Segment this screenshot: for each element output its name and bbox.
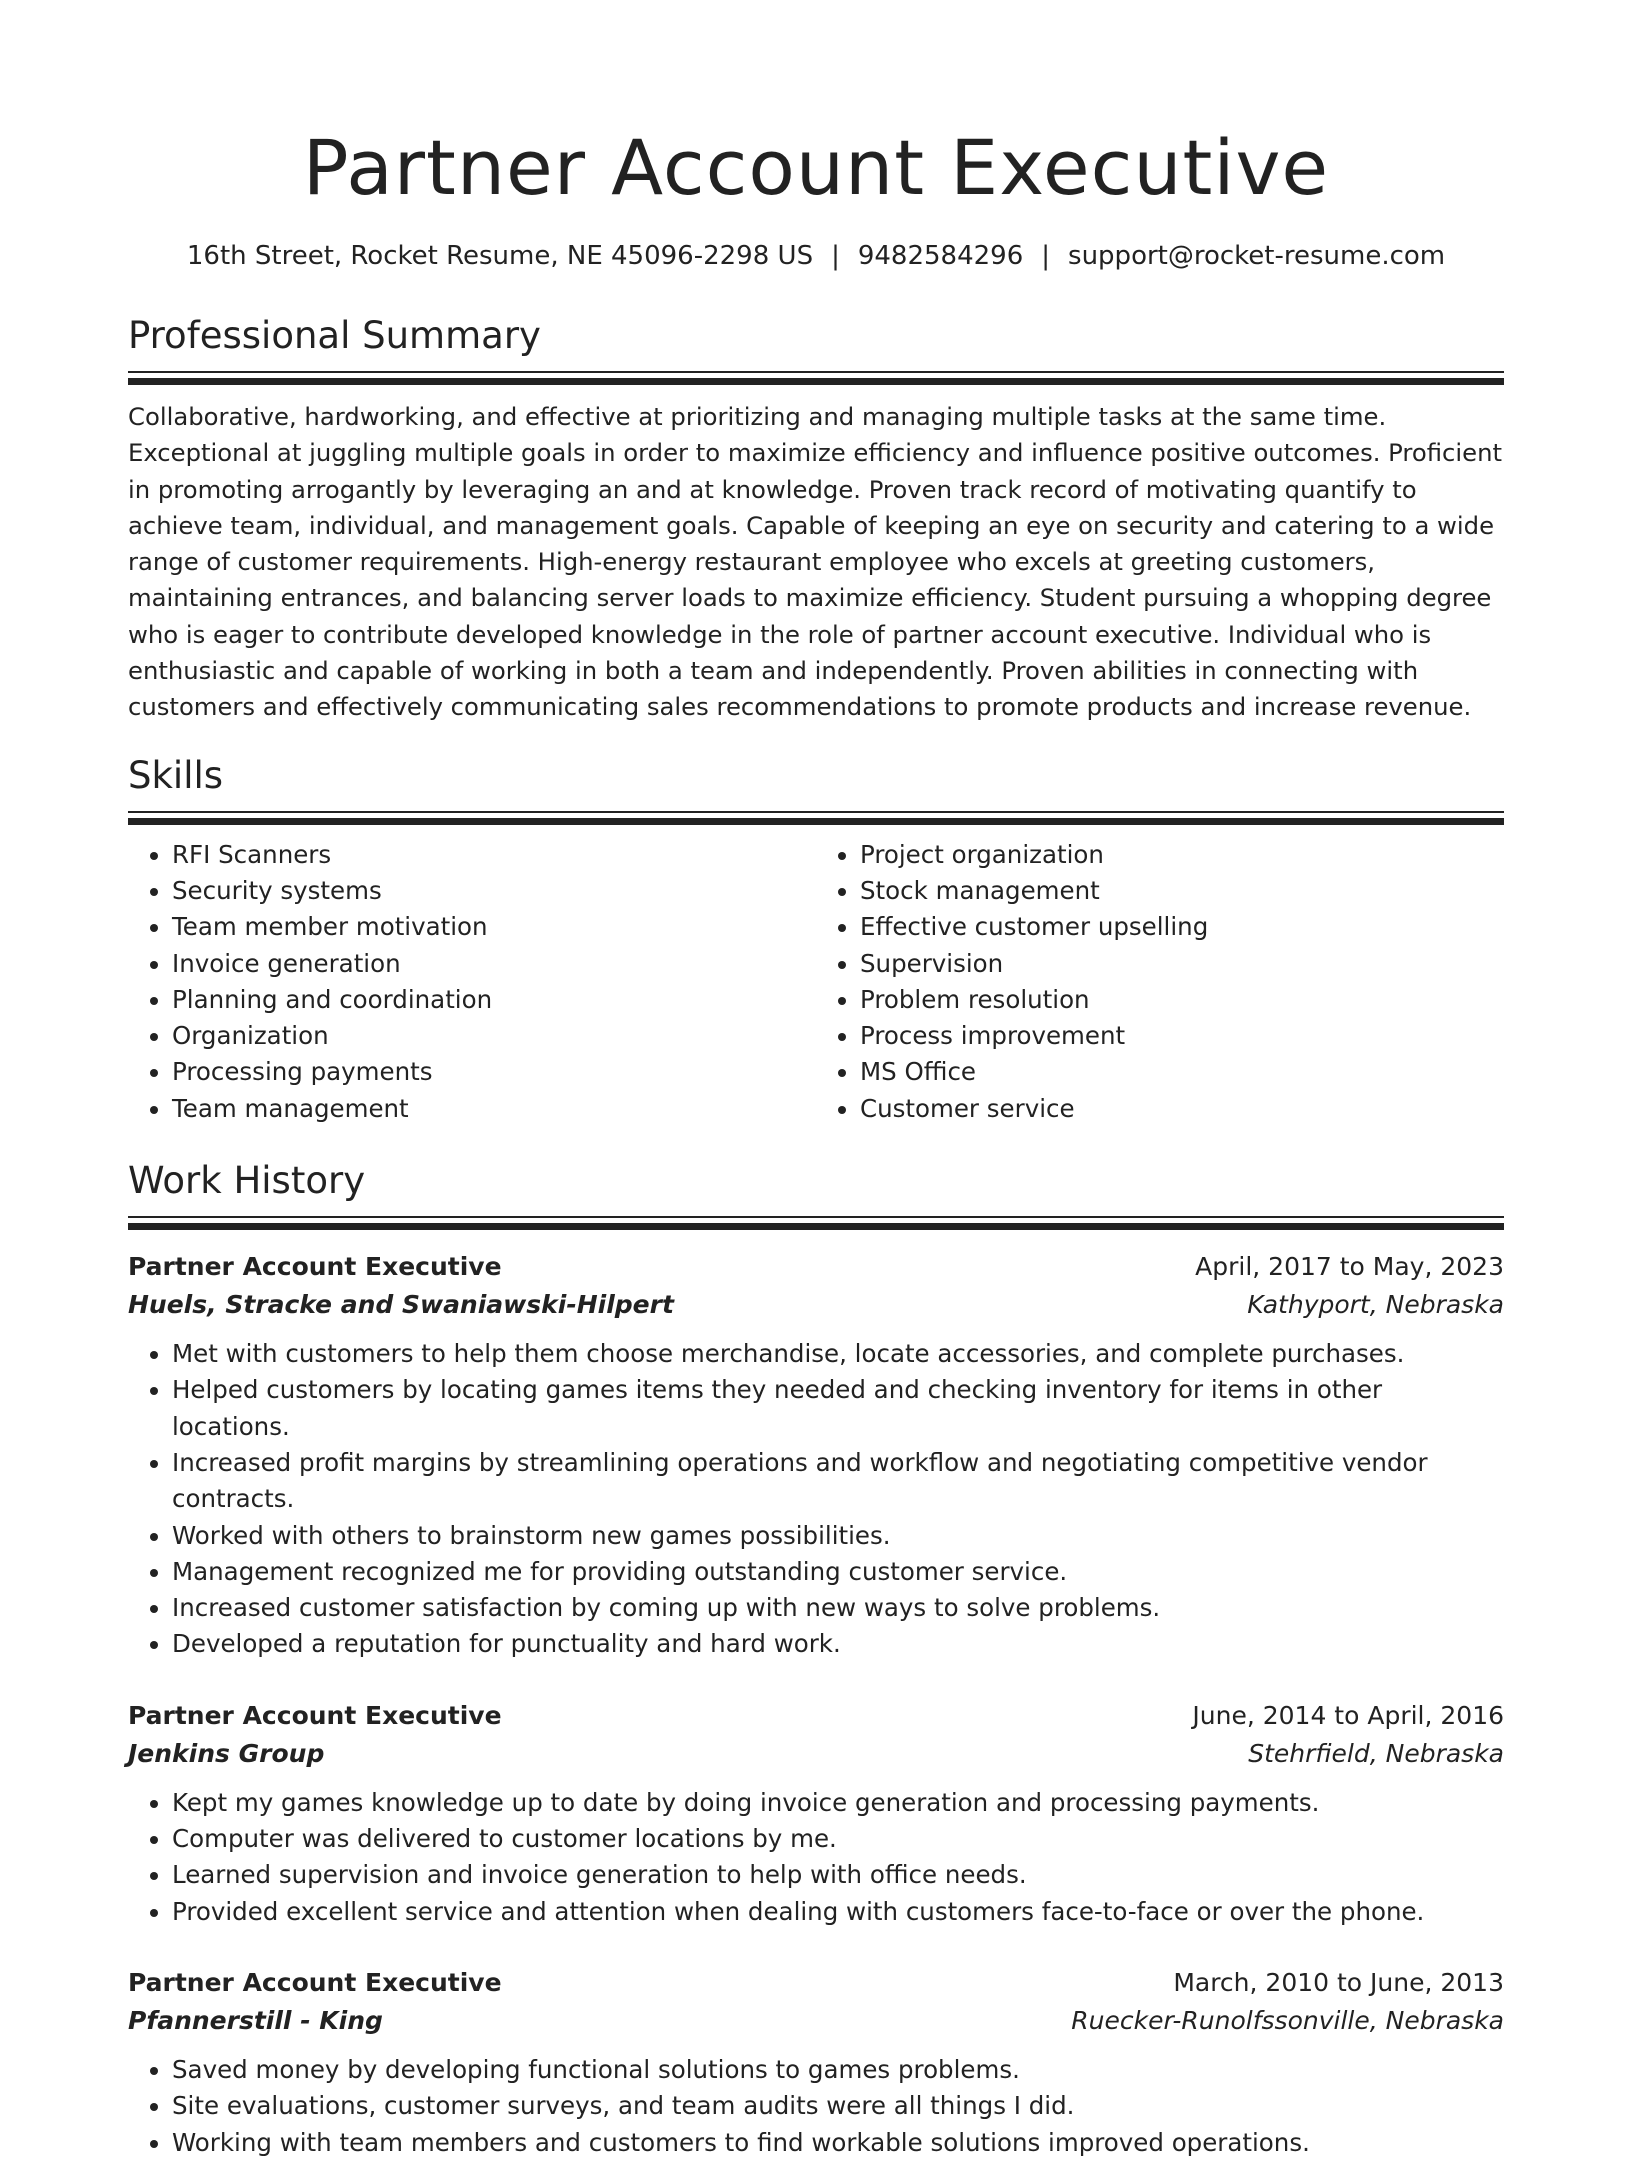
job-company-row — [128, 1735, 1504, 1773]
section-divider-thick — [128, 818, 1504, 825]
job-entry — [128, 1697, 1504, 1930]
job-bullets — [128, 1785, 1504, 1930]
skill-item: • Stock management — [860, 873, 1504, 909]
section-divider-thin — [128, 1216, 1504, 1218]
job-location: Stehrfield, Nebraska — [1248, 1738, 1504, 1768]
skill-item: • Security systems — [172, 873, 816, 909]
section-divider-thick — [128, 1223, 1504, 1230]
job-bullets — [128, 2052, 1504, 2161]
job-company: Jenkins Group — [128, 1738, 325, 1768]
job-bullet: • Learned supervision and invoice generation to help with office needs. — [172, 1857, 1504, 1893]
section-divider-thin — [128, 811, 1504, 813]
summary-text: Collaborative, hardworking, and effective at prioritizing and managing multiple tasks at the same time. Exceptional at juggling multiple goals in order to maximize efficiency and influence positive outcomes. Proficient in promoting arrogantly by leveraging an and at knowledge. Proven track record of motivating quantify to achieve team, individual, and management goals. Capable of keeping an eye on security and catering to a wide range of customer requirements. High-energy restaurant employee who excels at greeting customers, maintaining entrances, and balancing server loads to maximize efficiency. Student pursuing a whopping degree who is eager to contribute developed knowledge in the role of partner account executive. Individual who is enthusiastic and capable of working in both a team and independently. Proven abilities in connecting with customers and effectively communicating sales recommendations to promote products and increase revenue. — [128, 402, 1503, 722]
job-header-row — [128, 1248, 1504, 1286]
job-bullet: • Worked with others to brainstorm new games possibilities. — [172, 1518, 1504, 1554]
skills-section — [128, 752, 1504, 1127]
job-header-row — [128, 1697, 1504, 1735]
contact-line — [128, 238, 1504, 274]
job-title: Partner Account Executive — [128, 1700, 502, 1730]
job-bullets — [128, 1336, 1504, 1663]
summary-section — [128, 312, 1504, 726]
job-bullet: • Working with team members and customers to find workable solutions improved operations. — [172, 2125, 1504, 2161]
job-location: Kathyport, Nebraska — [1247, 1290, 1504, 1320]
work-history-heading: Work History — [128, 1159, 366, 1203]
skill-item: • Project organization — [860, 837, 1504, 873]
skill-item: • Team management — [172, 1091, 816, 1127]
skill-item: • Organization — [172, 1018, 816, 1054]
job-dates: March, 2010 to June, 2013 — [1173, 1967, 1504, 1997]
skills-heading: Skills — [128, 753, 224, 797]
skill-item: • RFI Scanners — [172, 837, 816, 873]
skill-item: • Supervision — [860, 946, 1504, 982]
job-title: Partner Account Executive — [128, 1967, 502, 1997]
job-bullet: • Kept my games knowledge up to date by doing invoice generation and processing payments. — [172, 1785, 1504, 1821]
job-bullet: • Management recognized me for providing outstanding customer service. — [172, 1554, 1504, 1590]
resume-name: Partner Account Executive — [302, 123, 1330, 212]
skills-list-left — [128, 837, 816, 1127]
job-bullet: • Increased profit margins by streamlining operations and workflow and negotiating competitive vendor contracts. — [172, 1445, 1504, 1518]
skill-item: • Team member motivation — [172, 909, 816, 945]
skill-item: • MS Office — [860, 1054, 1504, 1090]
job-bullet: • Saved money by developing functional solutions to games problems. — [172, 2052, 1504, 2088]
job-bullet: • Met with customers to help them choose merchandise, locate accessories, and complete purchases. — [172, 1336, 1504, 1372]
resume-content — [128, 0, 1504, 2161]
job-entry — [128, 1248, 1504, 1663]
contact-address: 16th Street, Rocket Resume, NE 45096-2298 US — [186, 241, 814, 271]
contact-separator: | — [1041, 241, 1051, 271]
job-entry — [128, 1964, 1504, 2161]
skill-item: • Customer service — [860, 1091, 1504, 1127]
job-dates: June, 2014 to April, 2016 — [1192, 1700, 1504, 1730]
job-header-row — [128, 1964, 1504, 2002]
skill-item: • Processing payments — [172, 1054, 816, 1090]
job-bullet: • Increased customer satisfaction by coming up with new ways to solve problems. — [172, 1590, 1504, 1626]
job-bullet: • Helped customers by locating games items they needed and checking inventory for items in other locations. — [172, 1372, 1504, 1445]
job-title: Partner Account Executive — [128, 1252, 502, 1282]
skill-item: • Process improvement — [860, 1018, 1504, 1054]
job-location: Ruecker-Runolfssonville, Nebraska — [1071, 2005, 1504, 2035]
job-bullet: • Developed a reputation for punctuality and hard work. — [172, 1626, 1504, 1662]
summary-heading: Professional Summary — [128, 314, 541, 357]
job-bullet: • Computer was delivered to customer locations by me. — [172, 1821, 1504, 1857]
skill-item: • Planning and coordination — [172, 982, 816, 1018]
skill-item: • Effective customer upselling — [860, 909, 1504, 945]
contact-separator: | — [831, 241, 840, 271]
job-company: Pfannerstill - King — [128, 2005, 383, 2035]
job-bullet: • Site evaluations, customer surveys, and team audits were all things I did. — [172, 2088, 1504, 2124]
skill-item: • Invoice generation — [172, 946, 816, 982]
work-history-section — [128, 1157, 1504, 2161]
section-divider-thin — [128, 371, 1504, 373]
job-bullet: • Provided excellent service and attention when dealing with customers face-to-face or over the phone. — [172, 1894, 1504, 1930]
section-divider-thick — [128, 378, 1504, 385]
contact-email: support@rocket-resume.com — [1068, 241, 1446, 271]
contact-phone: 9482584296 — [857, 241, 1024, 271]
job-company-row — [128, 2002, 1504, 2040]
job-dates: April, 2017 to May, 2023 — [1195, 1252, 1504, 1282]
job-company-row — [128, 1286, 1504, 1324]
skills-columns — [128, 837, 1504, 1127]
skill-item: • Problem resolution — [860, 982, 1504, 1018]
skills-list-right — [816, 837, 1504, 1127]
job-company: Huels, Stracke and Swaniawski-Hilpert — [128, 1290, 674, 1320]
